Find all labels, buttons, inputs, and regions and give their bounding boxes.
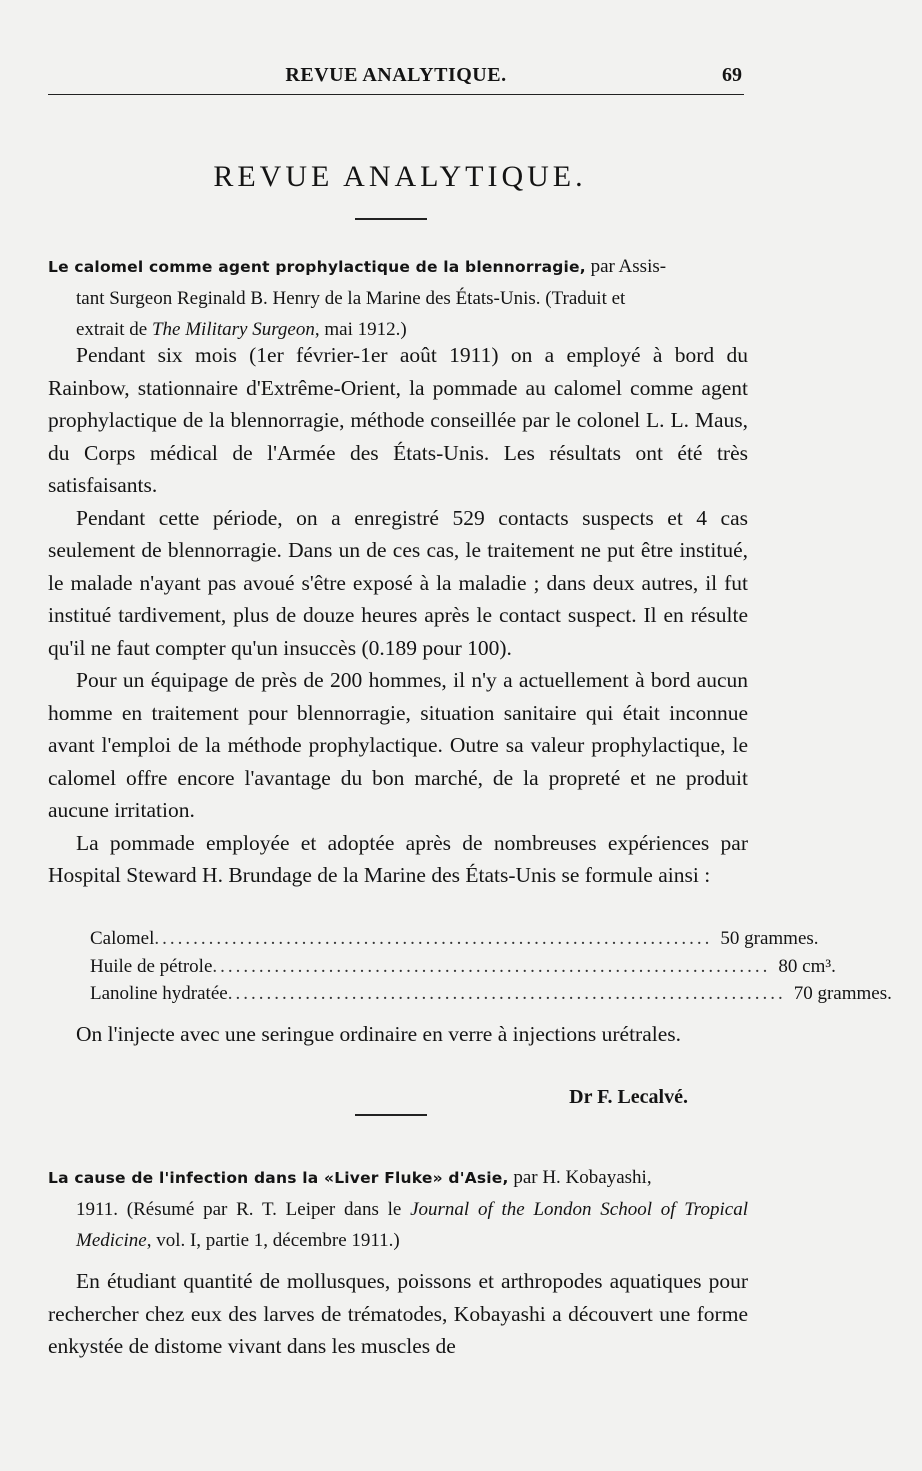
article2-paragraph: En étudiant quantité de mollusques, poissons et arthropodes aquatiques pour rechercher chez eux des larves de trématodes, Kobayashi a découvert une forme enkystée de distome vivant dans les muscles de [48, 1269, 748, 1358]
article2-header [48, 1162, 748, 1256]
recipe-ingredient: Lanoline hydratée [90, 983, 228, 1004]
running-title: REVUE ANALYTIQUE. [285, 64, 507, 86]
article2-header-line2a: 1911. (Résumé par R. T. Leiper dans le [76, 1199, 411, 1220]
recipe-ingredient: Calomel [90, 928, 155, 949]
recipe-row [90, 980, 892, 1008]
article2-title: La cause de l'infection dans la «Liver Fluke» d'Asie, [48, 1169, 509, 1187]
recipe-row [90, 953, 836, 981]
article2-journal: Journal of the London School of Tropical Medicine [76, 1199, 748, 1251]
title-rule [355, 218, 427, 220]
recipe-list [90, 925, 892, 1008]
page-number: 69 [722, 64, 742, 86]
main-title: REVUE ANALYTIQUE. [213, 160, 587, 193]
article1-title: Le calomel comme agent prophylactique de la blennorragie, [48, 258, 586, 276]
article1-header-line3a: extrait de [76, 319, 152, 340]
article2-byline: par H. Kobayashi, [508, 1167, 652, 1188]
signature: Dr F. Lecalvé. [569, 1086, 688, 1108]
article1-header-line3b: , mai 1912.) [314, 319, 407, 340]
leader-dots: ........................................................................ [212, 955, 771, 977]
article1-paragraph-3: Pour un équipage de près de 200 hommes, il n'y a actuellement à bord aucun homme en traitement pour blennorragie, situation sanitaire qui était inconnue avant l'emploi de la méthode prophylactique. Outre sa valeur prophylactique, le calomel offre encore l'avantage du bon marché, de la propreté et ne produit aucune irritation. [48, 668, 748, 822]
article2-body [48, 1265, 748, 1363]
article2-header-line2b: , vol. I, partie 1, décembre 1911.) [146, 1230, 400, 1251]
recipe-quantity: 50 grammes. [720, 928, 819, 949]
article1-header-line2: tant Surgeon Reginald B. Henry de la Marine des États-Unis. (Traduit et [76, 288, 626, 309]
article1-paragraph-2: Pendant cette période, on a enregistré 529 contacts suspects et 4 cas seulement de blennorragie. Dans un de ces cas, le traitement ne put être institué, le malade n'ayant pas avoué s'être exposé à la maladie ; dans deux autres, il fut institué tardivement, plus de douze heures après le contact suspect. Il en résulte qu'il ne faut compter qu'un insuccès (0.189 pour 100). [48, 505, 748, 660]
recipe-quantity: 70 grammes. [793, 983, 892, 1004]
recipe-ingredient: Huile de pétrole [90, 955, 213, 977]
recipe-quantity: 80 cm³. [778, 955, 836, 977]
recipe-row [90, 925, 819, 953]
leader-dots: ........................................................................ [154, 928, 713, 949]
article1-paragraph-1: Pendant six mois (1er février-1er août 1911) on a employé à bord du Rainbow, stationnaire d'Extrême-Orient, la pommade au calomel comme agent prophylactique de la blennorragie, méthode conseillée par le colonel L. L. Maus, du Corps médical de l'Armée des États-Unis. Les résultats ont été très satisfaisants. [48, 343, 748, 497]
section-rule [355, 1114, 427, 1116]
running-head [48, 64, 744, 95]
article1-paragraph-4: La pommade employée et adoptée après de nombreuses expériences par Hospital Steward H. Brundage de la Marine des États-Unis se formule ainsi : [48, 830, 748, 887]
article1-journal: The Military Surgeon [151, 319, 315, 340]
article1-body [48, 339, 748, 892]
article1-closing: On l'injecte avec une seringue ordinaire en verre à injections urétrales. [76, 1022, 682, 1046]
leader-dots: ........................................................................ [227, 983, 786, 1004]
article1-byline: par Assis- [585, 256, 667, 277]
article1-closing-block [48, 1018, 748, 1051]
article1-header [48, 251, 748, 345]
